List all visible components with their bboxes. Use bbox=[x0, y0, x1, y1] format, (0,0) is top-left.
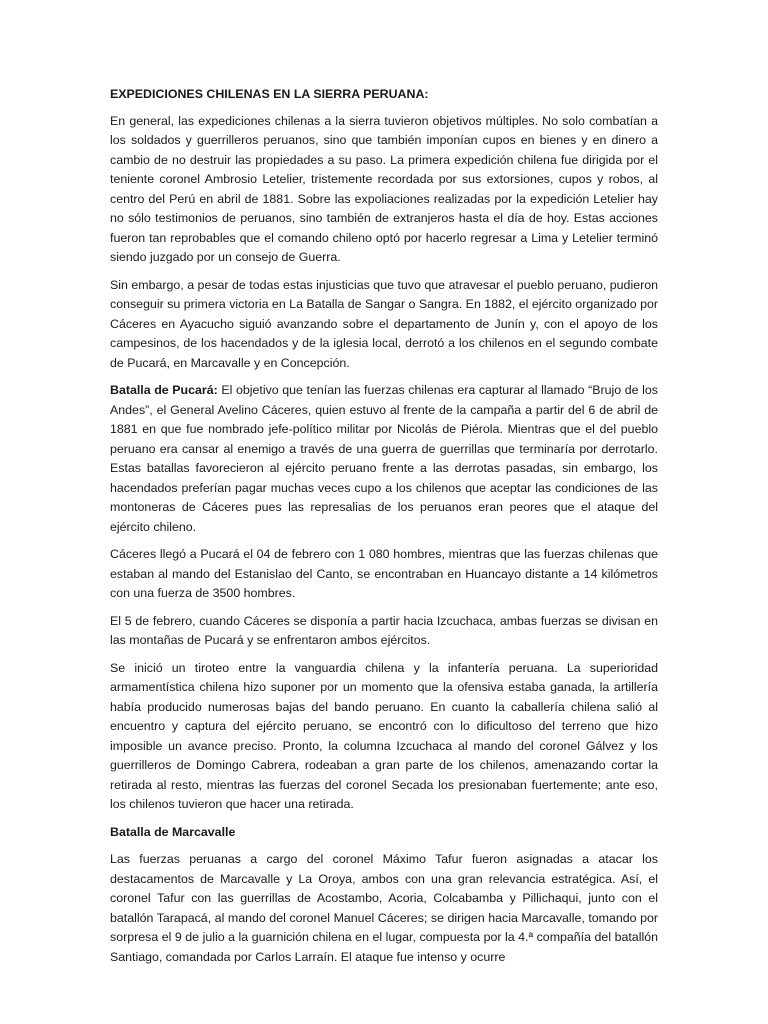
paragraph-sangra: Sin embargo, a pesar de todas estas injusticias que tuvo que atravesar el pueblo peruano, pudieron conseguir su primera victoria en La Batalla de Sangar o Sangra. En 1882, el ejército organizado por Cáceres en Ayacucho siguió avanzando sobre el departamento de Junín y, con el apoyo de los campesinos, de los hacendados y de la iglesia local, derrotó a los chilenos en el segundo combate de Pucará, en Marcavalle y en Concepción. bbox=[110, 277, 658, 370]
marcavalle-heading: Batalla de Marcavalle bbox=[110, 824, 236, 839]
paragraph-pucara bbox=[110, 381, 658, 537]
document-page bbox=[110, 85, 658, 975]
document-title: EXPEDICIONES CHILENAS EN LA SIERRA PERUANA: bbox=[110, 87, 429, 101]
paragraph-february-5: El 5 de febrero, cuando Cáceres se disponía a partir hacia Izcuchaca, ambas fuerzas se divisan en las montañas de Pucará y se enfrentaron ambos ejércitos. bbox=[110, 613, 658, 647]
paragraph-tiroteo: Se inició un tiroteo entre la vanguardia chilena y la infantería peruana. La superioridad armamentística chilena hizo suponer por un momento que la ofensiva estaba ganada, la artillería había producido numerosas bajas del bando peruano. En cuanto la caballería chilena salió al encuentro y captura del ejército peruano, se encontró con lo dificultoso del terreno que hizo imposible un avance preciso. Pronto, la columna Izcuchaca al mando del coronel Gálvez y los guerrilleros de Domingo Cabrera, rodeaban a gran parte de los chilenos, amenazando cortar la retirada al resto, mientras las fuerzas del coronel Secada los presionaban fuertemente; ante eso, los chilenos tuvieron que hacer una retirada. bbox=[110, 660, 658, 811]
paragraph-caceres-arrival: Cáceres llegó a Pucará el 04 de febrero con 1 080 hombres, mientras que las fuerzas chilenas que estaban al mando del Estanislao del Canto, se encontraban en Huancayo distante a 14 kilómetros con una fuerza de 3500 hombres. bbox=[110, 547, 658, 600]
paragraph-intro: En general, las expediciones chilenas a la sierra tuvieron objetivos múltiples. No solo combatían a los soldados y guerrilleros peruanos, sino que también imponían cupos en bienes y en dinero a cambio de no destruir las propiedades a su paso. La primera expedición chilena fue dirigida por el teniente coronel Ambrosio Letelier, tristemente recordada por sus extorsiones, cupos y robos, al centro del Perú en abril de 1881. Sobre las expoliaciones realizadas por la expedición Letelier hay no sólo testimonios de peruanos, sino también de extranjeros hasta el día de hoy. Estas acciones fueron tan reprobables que el comando chileno optó por hacerlo regresar a Lima y Letelier terminó siendo juzgado por un consejo de Guerra. bbox=[110, 113, 658, 264]
paragraph-marcavalle: Las fuerzas peruanas a cargo del coronel Máximo Tafur fueron asignadas a atacar los destacamentos de Marcavalle y La Oroya, ambos con una gran relevancia estratégica. Así, el coronel Tafur con las guerrillas de Acostambo, Acoria, Colcabamba y Pillichaqui, junto con el batallón Tarapacá, al mando del coronel Manuel Cáceres; se dirigen hacia Marcavalle, tomando por sorpresa el 9 de julio a la guarnición chilena en el lugar, compuesta por la 4.ª compañía del batallón Santiago, comandada por Carlos Larraín. El ataque fue intenso y ocurre bbox=[110, 852, 658, 964]
pucara-heading: Batalla de Pucará: bbox=[110, 383, 218, 397]
pucara-text: El objetivo que tenían las fuerzas chilenas era capturar al llamado “Brujo de los Andes”, el General Avelino Cáceres, quien estuvo al frente de la campaña a partir del 6 de abril de 1881 en que fue nombrado jefe-político militar por Nicolás de Piérola. Mientras que el del pueblo peruano era cansar al enemigo a través de una guerra de guerrillas que terminaría por derrotarlo. Estas batallas favorecieron al ejército peruano frente a las derrotas pasadas, sin embargo, los hacendados preferían pagar muchas veces cupo a los chilenos que aceptar las condiciones de las montoneras de Cáceres pues las represalias de los peruanos eran peores que el ataque del ejército chileno. bbox=[110, 383, 658, 534]
